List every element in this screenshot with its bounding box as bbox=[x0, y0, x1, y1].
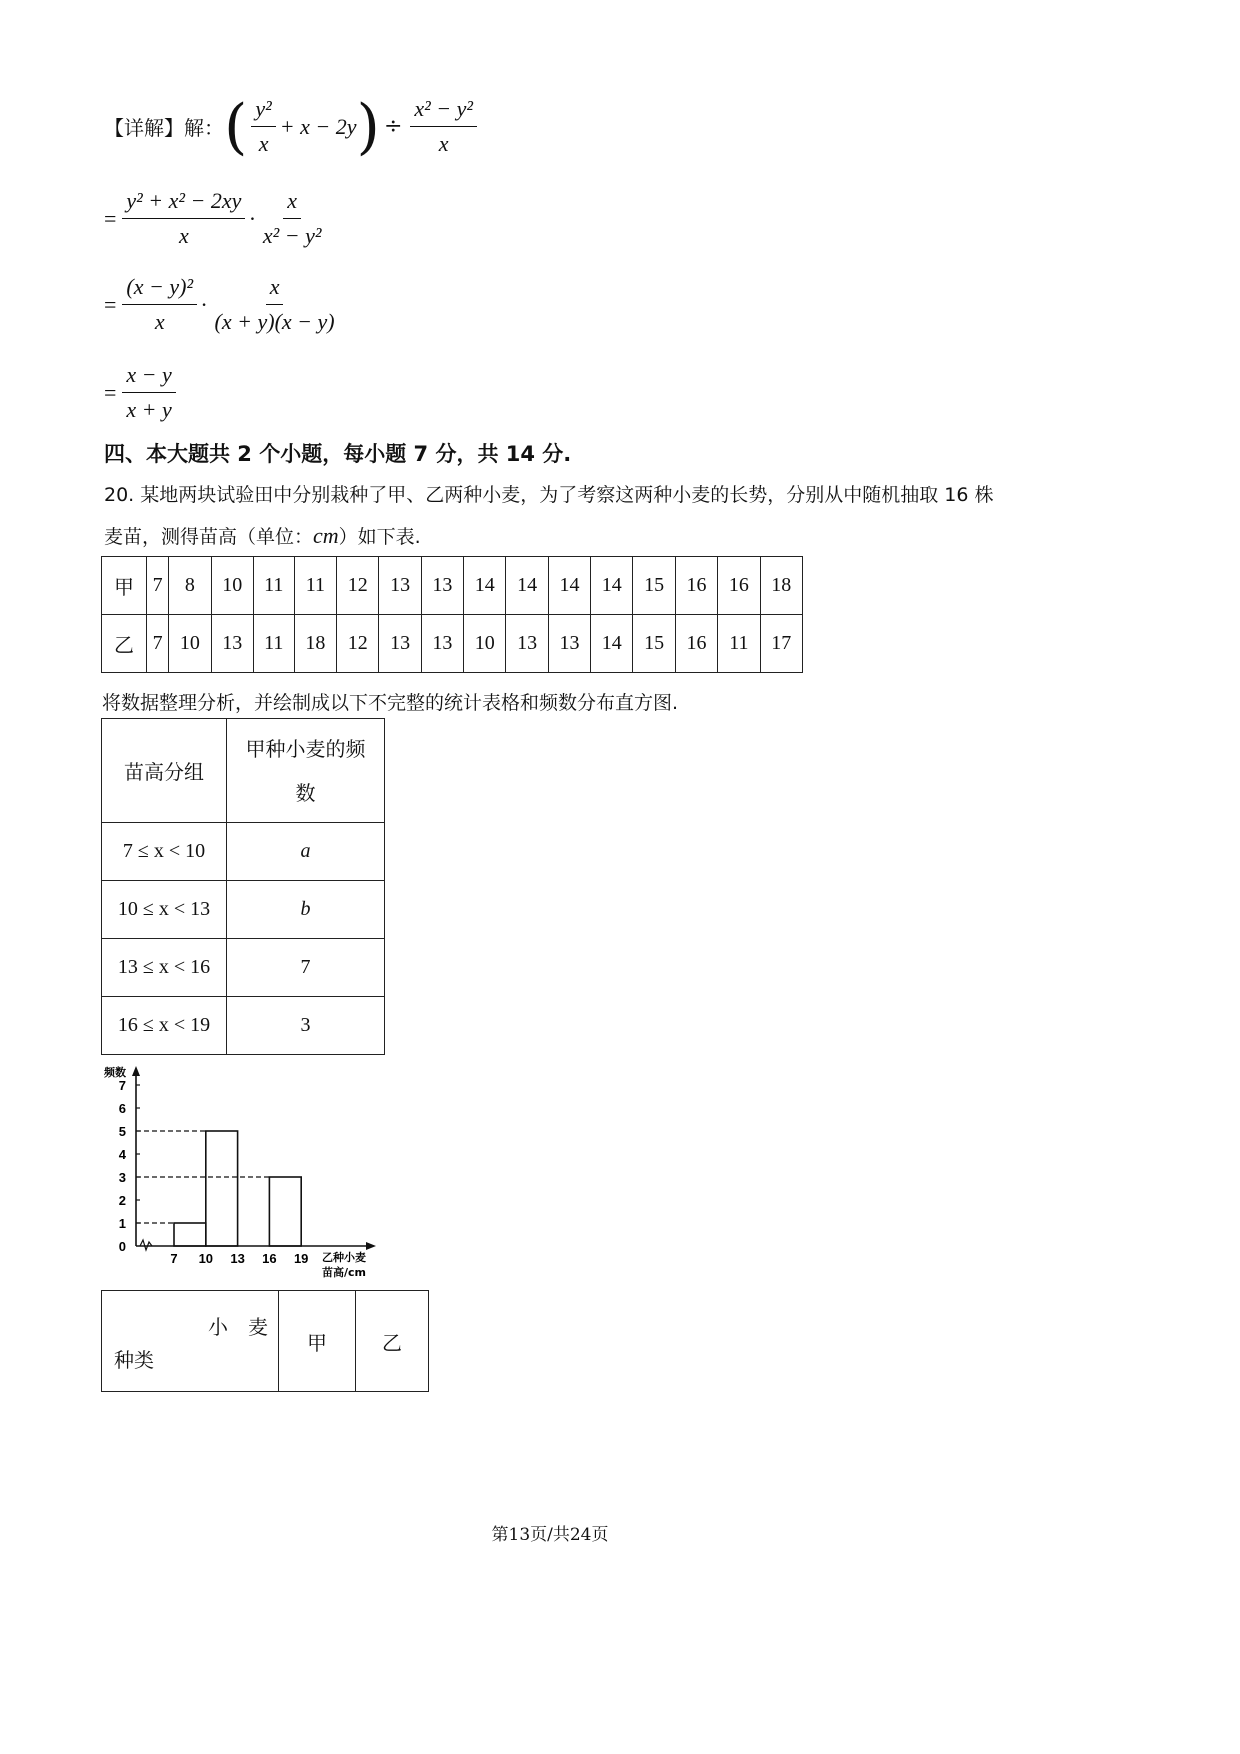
compare-table bbox=[101, 1290, 429, 1392]
y-axis-arrow bbox=[132, 1066, 140, 1076]
section-title: 四、本大题共 2 个小题，每小题 7 分，共 14 分. bbox=[104, 442, 572, 466]
table-cell: 11 bbox=[718, 615, 760, 673]
solution-line-0: 【详解】解： ( $\frac{\text{y²}}{x}$ + x − 2y ) ÷ $\frac{\text{x² − y²}}{x}$ bbox=[104, 96, 481, 157]
freq-header-count: 甲种小麦的频 数 bbox=[227, 719, 385, 823]
fraction: $\frac{x}{(x + y)(x - y)}$ bbox=[214, 274, 335, 334]
x-tick-label: 10 bbox=[198, 1251, 214, 1266]
question-line-2: 麦苗，测得苗高（单位：cm）如下表. bbox=[104, 523, 421, 548]
freq-table-row bbox=[102, 881, 385, 939]
table-cell: 15 bbox=[633, 615, 675, 673]
fraction: $\frac{\text{y²}}{x}$ bbox=[251, 96, 275, 157]
histogram-bar bbox=[206, 1131, 238, 1246]
table-cell: 10 bbox=[211, 557, 253, 615]
unit-cm: cm bbox=[313, 523, 339, 548]
solution-label: 【详解】解： bbox=[104, 116, 224, 140]
data-table-row bbox=[102, 557, 803, 615]
table-cell: 11 bbox=[253, 615, 294, 673]
table-cell: 18 bbox=[294, 615, 336, 673]
compare-col-yi: 乙 bbox=[356, 1291, 429, 1392]
table-cell: 18 bbox=[760, 557, 803, 615]
table-cell: 14 bbox=[591, 557, 633, 615]
table-cell: 10 bbox=[169, 615, 211, 673]
freq-group: 7 ≤ x < 10 bbox=[102, 823, 227, 881]
freq-table-row bbox=[102, 823, 385, 881]
fraction: $\frac{\text{y² + x² − 2xy}}{x}$ bbox=[122, 188, 245, 249]
table-cell: 14 bbox=[506, 557, 548, 615]
table-cell: 17 bbox=[760, 615, 803, 673]
fraction: $\frac{x - y}{x + y}$ bbox=[122, 362, 175, 423]
solution-line-3: = $\frac{x - y}{x + y}$ bbox=[104, 362, 180, 423]
table-cell: 11 bbox=[294, 557, 336, 615]
table-cell: 13 bbox=[379, 557, 421, 615]
y-tick-label: 1 bbox=[118, 1216, 126, 1231]
table-cell: 13 bbox=[548, 615, 590, 673]
histogram-chart bbox=[100, 1064, 400, 1284]
frequency-table bbox=[101, 718, 385, 1055]
freq-group: 10 ≤ x < 13 bbox=[102, 881, 227, 939]
table-cell: 8 bbox=[169, 557, 211, 615]
table-cell: 11 bbox=[253, 557, 294, 615]
table-cell: 13 bbox=[211, 615, 253, 673]
freq-group: 16 ≤ x < 19 bbox=[102, 997, 227, 1055]
table-cell: 10 bbox=[464, 615, 506, 673]
data-table bbox=[101, 556, 803, 673]
table-cell: 14 bbox=[591, 615, 633, 673]
right-paren: ) bbox=[356, 91, 380, 162]
table-cell: 13 bbox=[379, 615, 421, 673]
x-axis-arrow bbox=[366, 1242, 376, 1250]
axis-break bbox=[140, 1240, 152, 1250]
table-cell: 7 bbox=[147, 615, 169, 673]
solution-line-1: = $\frac{\text{y² + x² − 2xy}}{x}$ · $\frac{x}{\text{x² − y²}}$ bbox=[104, 188, 329, 249]
x-tick-label: 16 bbox=[262, 1251, 277, 1266]
left-paren: ( bbox=[224, 91, 248, 162]
freq-value: 3 bbox=[227, 997, 385, 1055]
y-tick-label: 7 bbox=[118, 1078, 126, 1093]
fraction: $\frac{\text{x² − y²}}{x}$ bbox=[410, 96, 477, 157]
page-footer: 第13页/共24页 bbox=[491, 1525, 609, 1545]
freq-header-group: 苗高分组 bbox=[102, 719, 227, 823]
y-tick-label: 4 bbox=[118, 1147, 126, 1162]
freq-table-row bbox=[102, 997, 385, 1055]
histogram-bar bbox=[174, 1223, 206, 1246]
question-line-1: 20. 某地两块试验田中分别栽种了甲、乙两种小麦，为了考察这两种小麦的长势，分别从中随机抽取 16 株 bbox=[104, 484, 994, 506]
table-cell: 14 bbox=[548, 557, 590, 615]
freq-value: 7 bbox=[227, 939, 385, 997]
table-cell: 13 bbox=[506, 615, 548, 673]
y-axis-label: 频数 bbox=[104, 1066, 126, 1079]
row-label: 甲 bbox=[102, 557, 147, 615]
solution-line-2: = $\frac{\text{(x − y)²}}{x}$ · $\frac{x}{(x + y)(x - y)}$ bbox=[104, 274, 343, 335]
x-tick-label: 13 bbox=[230, 1251, 245, 1266]
table-cell: 14 bbox=[464, 557, 506, 615]
compare-header-cell: 小 麦 种类 bbox=[102, 1291, 279, 1392]
freq-value: b bbox=[227, 881, 385, 939]
data-table-row bbox=[102, 615, 803, 673]
freq-value: a bbox=[227, 823, 385, 881]
y-tick-label: 0 bbox=[118, 1239, 126, 1254]
x-tick-label: 19 bbox=[293, 1251, 309, 1266]
x-tick-label: 7 bbox=[170, 1251, 178, 1266]
x-axis-label-line1: 乙种小麦 bbox=[322, 1251, 366, 1264]
table-cell: 16 bbox=[675, 615, 717, 673]
histogram-bar bbox=[269, 1177, 301, 1246]
freq-group: 13 ≤ x < 16 bbox=[102, 939, 227, 997]
fraction: $\frac{x}{\text{x² − y²}}$ bbox=[262, 188, 322, 248]
table-cell: 12 bbox=[337, 615, 379, 673]
y-tick-label: 5 bbox=[118, 1124, 126, 1139]
table-cell: 13 bbox=[421, 557, 463, 615]
y-tick-label: 2 bbox=[118, 1193, 126, 1208]
table-cell: 7 bbox=[147, 557, 169, 615]
table-cell: 15 bbox=[633, 557, 675, 615]
intro-text: 将数据整理分析，并绘制成以下不完整的统计表格和频数分布直方图. bbox=[102, 692, 679, 714]
compare-col-jia: 甲 bbox=[279, 1291, 356, 1392]
table-cell: 16 bbox=[718, 557, 760, 615]
table-cell: 13 bbox=[421, 615, 463, 673]
row-label: 乙 bbox=[102, 615, 147, 673]
freq-table-row bbox=[102, 939, 385, 997]
y-tick-label: 6 bbox=[118, 1101, 126, 1116]
x-axis-label-line2: 苗高/cm bbox=[322, 1266, 366, 1279]
table-cell: 16 bbox=[675, 557, 717, 615]
fraction: $\frac{\text{(x − y)²}}{x}$ bbox=[122, 274, 197, 335]
y-tick-label: 3 bbox=[118, 1170, 126, 1185]
table-cell: 12 bbox=[337, 557, 379, 615]
